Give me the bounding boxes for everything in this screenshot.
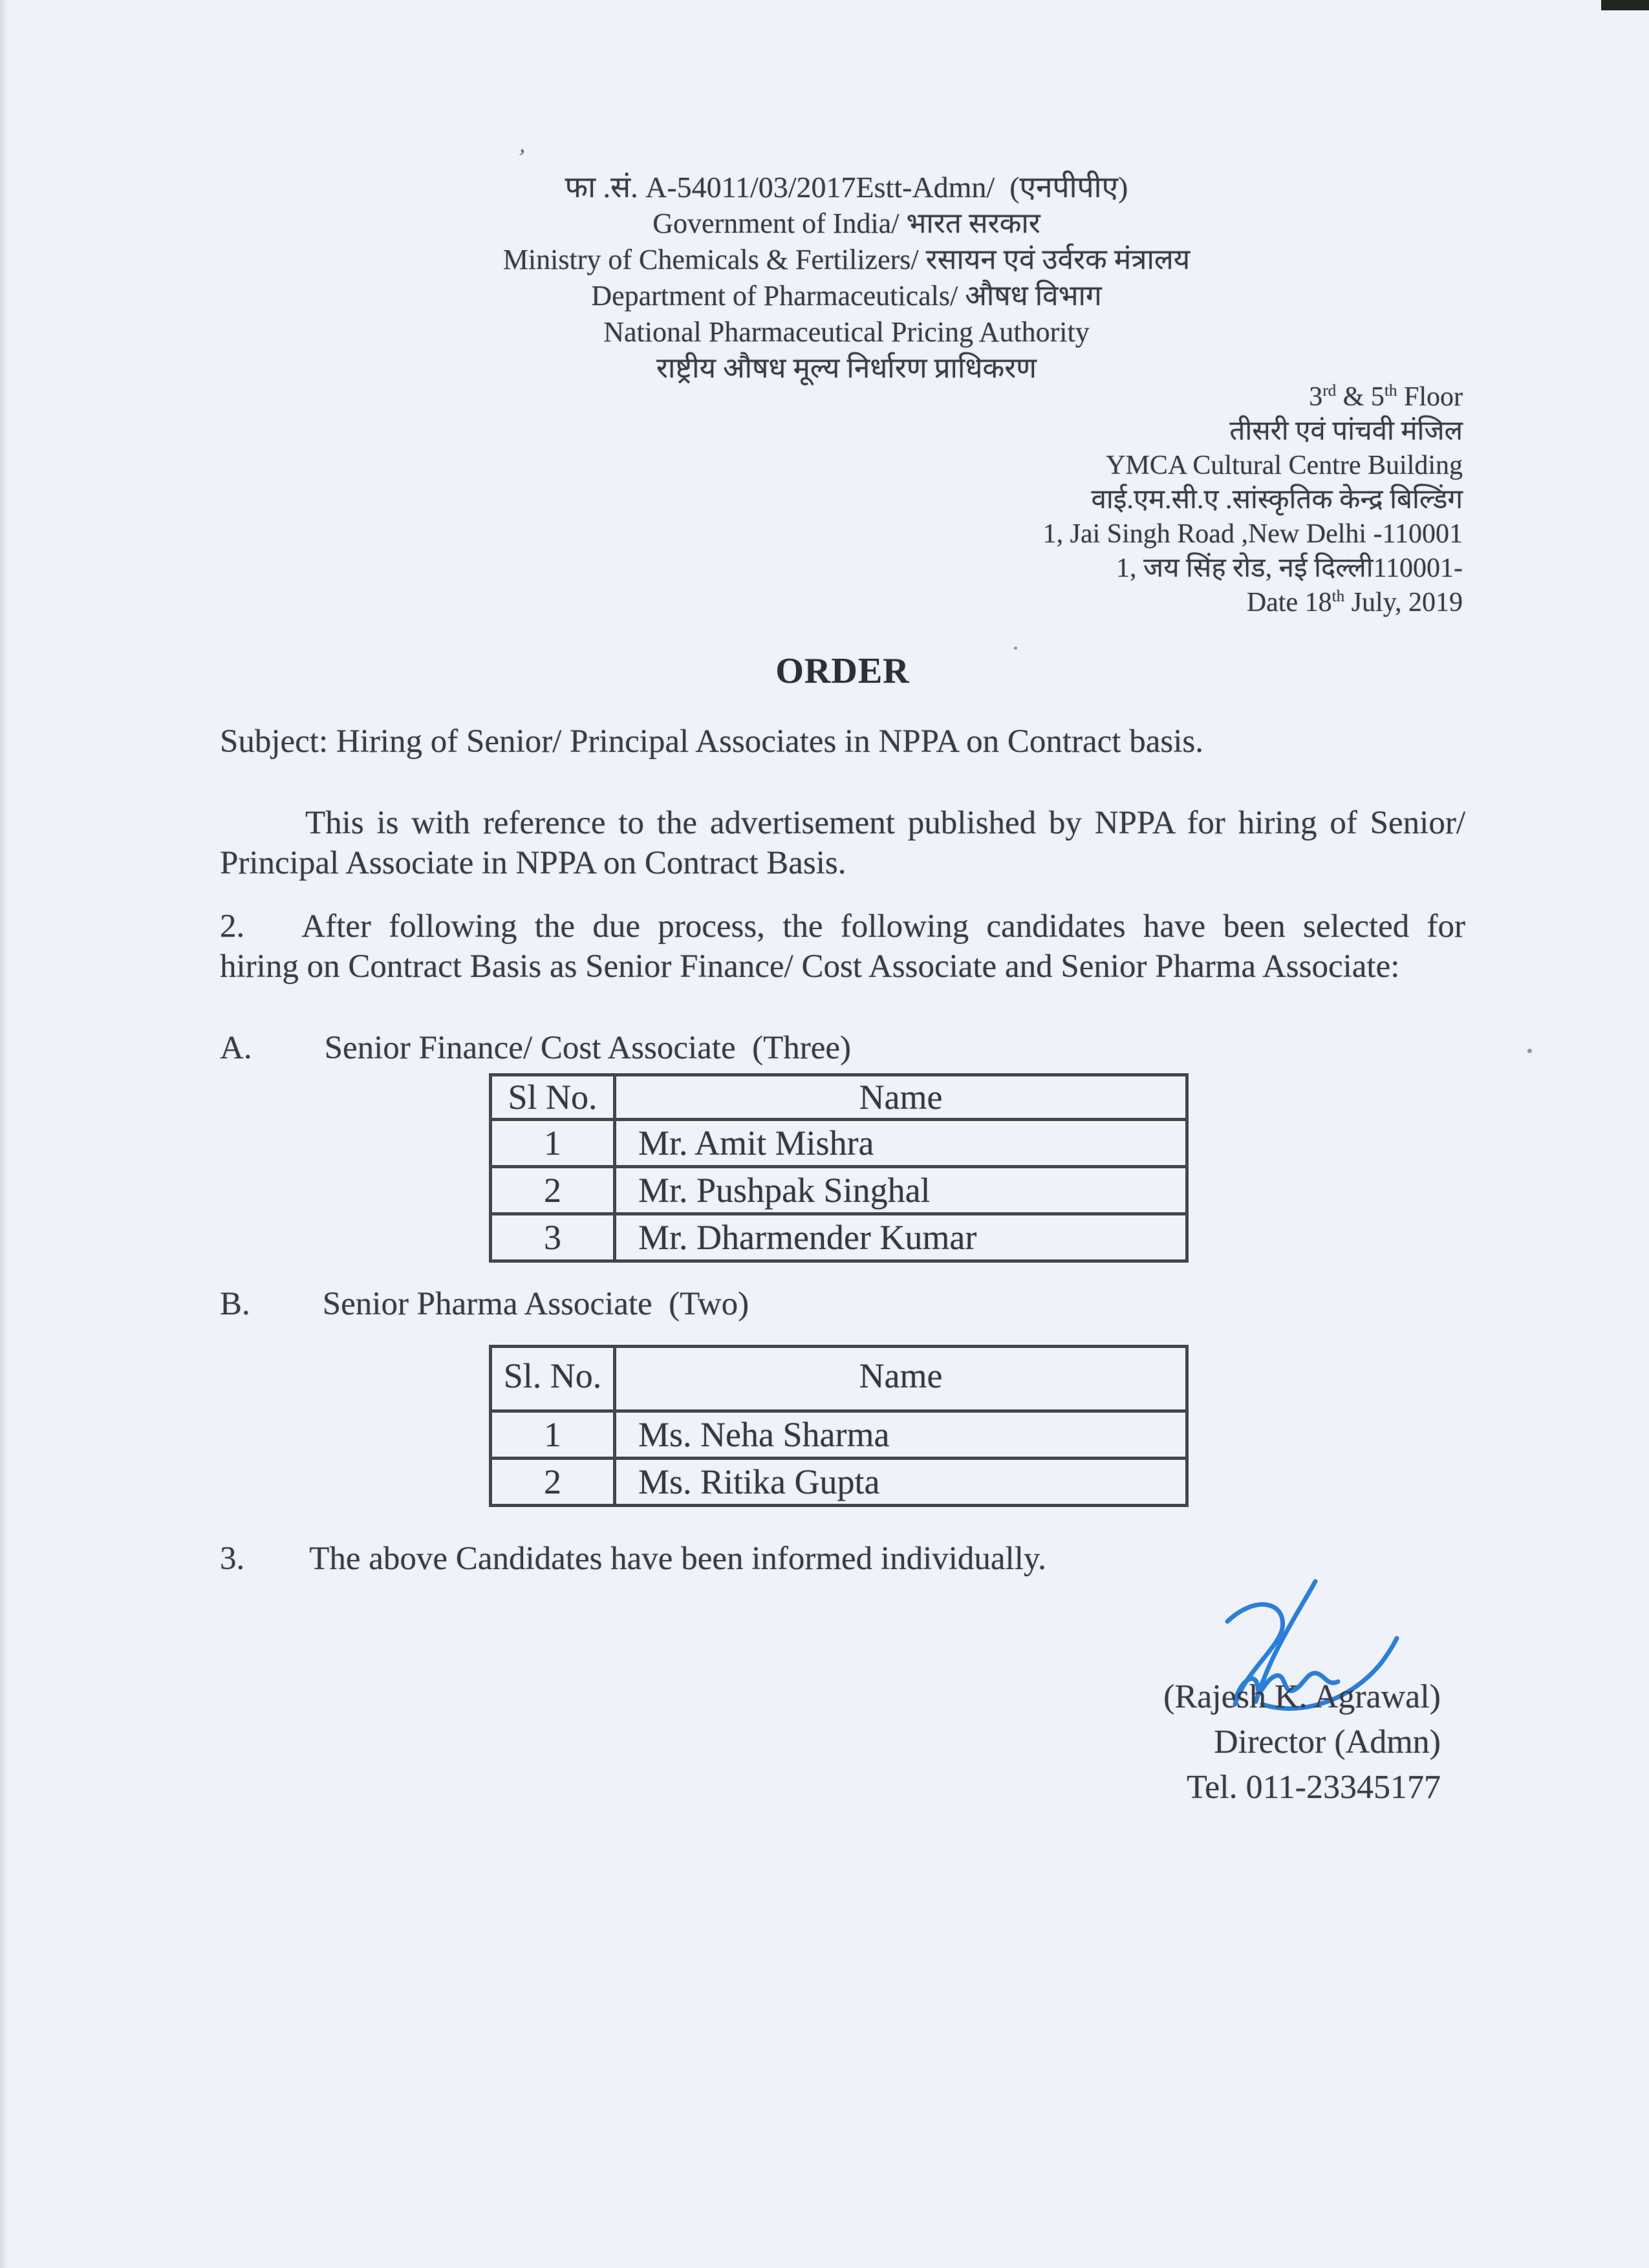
selection-paragraph: [220, 906, 1465, 987]
paragraph-number: 3.: [220, 1541, 245, 1577]
floor-line-hi: तीसरी एवं पांचवी मंजिल: [1229, 416, 1463, 446]
ordinal-superscript: rd: [1322, 382, 1337, 400]
cell-slno: 3: [491, 1214, 615, 1261]
section-b-heading: [220, 1285, 1507, 1323]
section-label: B.: [220, 1286, 250, 1322]
paragraph-line: This is with reference to the advertisement published by NPPA for hiring of Senior/: [305, 805, 1465, 841]
column-header-slno: Sl. No.: [491, 1347, 615, 1411]
authority-line-hi: राष्ट्रीय औषध मूल्य निर्धारण प्राधिकरण: [656, 352, 1037, 384]
signatory-phone: Tel. 011-23345177: [1186, 1769, 1441, 1806]
pharma-associates-table: [489, 1345, 1189, 1507]
ordinal-superscript: th: [1384, 382, 1397, 400]
cell-slno: 2: [491, 1459, 615, 1506]
informed-paragraph: [220, 1540, 1507, 1578]
signatory-designation: Director (Admn): [1214, 1724, 1441, 1760]
table-row: [491, 1214, 1187, 1261]
ministry-line: Ministry of Chemicals & Fertilizers/ रसायन एवं उर्वरक मंत्रालय: [502, 244, 1191, 275]
date-line: [1043, 586, 1463, 620]
floor-text: & 5: [1336, 382, 1385, 412]
scan-tick-artifact: ʼ: [515, 144, 528, 171]
table-row: [491, 1411, 1187, 1459]
cell-slno: 1: [491, 1411, 615, 1459]
scan-speck: [1527, 1049, 1532, 1053]
cell-name: Mr. Amit Mishra: [615, 1120, 1187, 1167]
office-address-block: [1043, 380, 1463, 620]
column-header-slno: Sl No.: [491, 1075, 615, 1120]
floor-text: 3: [1309, 382, 1323, 412]
table-header-row: [491, 1075, 1187, 1120]
department-line: Department of Pharmaceuticals/ औषध विभाग: [591, 280, 1102, 312]
floor-line: [1043, 380, 1463, 414]
signatory-name: (Rajesh K. Agrawal): [1163, 1678, 1441, 1715]
subject-line: Subject: Hiring of Senior/ Principal Associates in NPPA on Contract basis.: [220, 723, 1203, 760]
date-text: Date 18: [1246, 588, 1332, 617]
column-header-name: Name: [615, 1075, 1187, 1120]
order-heading: ORDER: [775, 651, 910, 691]
cell-slno: 1: [491, 1120, 615, 1167]
cell-name: Ms. Neha Sharma: [615, 1411, 1187, 1459]
government-line: Government of India/ भारत सरकार: [652, 208, 1040, 239]
floor-text: Floor: [1397, 382, 1463, 412]
letterhead: [22, 169, 1649, 387]
street-line: 1, Jai Singh Road ,New Delhi -110001: [1042, 519, 1463, 549]
section-title: Senior Pharma Associate (Two): [322, 1286, 749, 1322]
scan-corner-artifact: [1601, 0, 1649, 10]
reference-paragraph: [220, 803, 1465, 883]
signatory-block: [1163, 1674, 1441, 1810]
section-title: Senior Finance/ Cost Associate (Three): [324, 1030, 851, 1066]
building-line: YMCA Cultural Centre Building: [1106, 451, 1463, 480]
paragraph-text: After following the due process, the following candidates have been selected for: [301, 908, 1465, 945]
building-line-hi: वाई.एम.सी.ए .सांस्कृतिक केन्द्र बिल्डिंग: [1091, 485, 1463, 515]
street-line-hi: 1, जय सिंह रोड, नई दिल्ली110001-: [1116, 553, 1463, 583]
cell-name: Ms. Ritika Gupta: [615, 1459, 1187, 1506]
paragraph-text: The above Candidates have been informed individually.: [309, 1541, 1046, 1577]
table-row: [491, 1167, 1187, 1214]
date-text: July, 2019: [1344, 588, 1463, 617]
scan-speck: [1014, 647, 1017, 650]
file-number-line: फा .सं. A-54011/03/2017Estt-Admn/ (एनपीपीए): [565, 171, 1128, 204]
cell-name: Mr. Pushpak Singhal: [615, 1167, 1187, 1214]
scan-edge-shadow: [0, 0, 8, 2268]
cell-slno: 2: [491, 1167, 615, 1214]
column-header-name: Name: [615, 1347, 1187, 1411]
finance-associates-table: [489, 1073, 1189, 1263]
paragraph-number: 2.: [220, 908, 245, 945]
section-a-heading: [220, 1029, 1507, 1067]
table-row: [491, 1120, 1187, 1167]
paragraph-line: Principal Associate in NPPA on Contract Basis.: [220, 845, 846, 881]
cell-name: Mr. Dharmender Kumar: [615, 1214, 1187, 1261]
table-header-row: [491, 1347, 1187, 1411]
section-label: A.: [220, 1030, 252, 1066]
paragraph-line: hiring on Contract Basis as Senior Finance/ Cost Associate and Senior Pharma Associate:: [220, 948, 1400, 985]
ordinal-superscript: th: [1331, 588, 1345, 605]
authority-line-en: National Pharmaceutical Pricing Authority: [603, 316, 1090, 348]
table-row: [491, 1459, 1187, 1506]
paragraph-line: [220, 906, 1465, 947]
